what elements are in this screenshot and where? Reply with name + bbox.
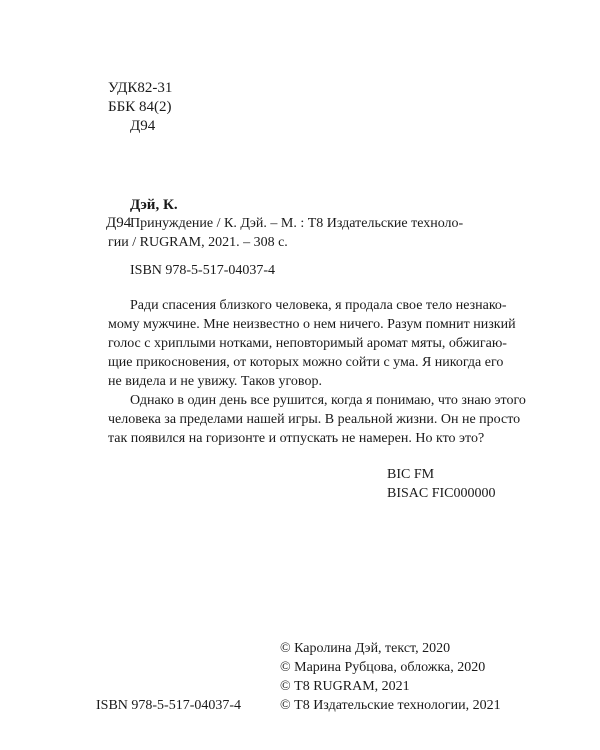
description-line: мому мужчине. Мне неизвестно о нем ничего. Разум помнит низкий bbox=[108, 317, 516, 332]
bib-line-1: Принуждение / К. Дэй. – М. : Т8 Издательские техноло- bbox=[130, 216, 464, 231]
isbn-footer: ISBN 978-5-517-04037-4 bbox=[96, 698, 242, 713]
bic-code: BIC FM bbox=[387, 467, 435, 482]
description-line: голос с хриплыми нотками, неповторимый аромат мяты, обжигаю- bbox=[108, 336, 507, 351]
author-heading: Дэй, К. bbox=[130, 197, 178, 213]
description-line: человека за пределами нашей игры. В реальной жизни. Он не просто bbox=[108, 412, 521, 427]
description-line: Ради спасения близкого человека, я продала свое тело незнако- bbox=[130, 298, 507, 313]
description-line: щие прикосновения, от которых можно сойти с ума. Я никогда его bbox=[108, 355, 504, 370]
author-mark: Д94 bbox=[130, 118, 156, 134]
bisac-code: BISAC FIC000000 bbox=[387, 486, 496, 501]
description-line: так появился на горизонте и отпускать не намерен. Но кто это? bbox=[108, 431, 485, 446]
bbk-code: ББК 84(2) bbox=[108, 99, 172, 115]
copyright-line: © Т8 RUGRAM, 2021 bbox=[280, 679, 410, 694]
description-line: Однако в один день все рушится, когда я понимаю, что знаю этого bbox=[130, 393, 526, 408]
udk-code: УДК82-31 bbox=[108, 80, 173, 96]
description-line: не видела и не увижу. Таков уговор. bbox=[108, 374, 322, 389]
copyright-line: © Каролина Дэй, текст, 2020 bbox=[280, 641, 451, 656]
author-mark-left: Д94 bbox=[106, 215, 132, 231]
copyright-line: © Т8 Издательские технологии, 2021 bbox=[280, 698, 501, 713]
bib-line-2: гии / RUGRAM, 2021. – 308 с. bbox=[108, 235, 288, 250]
isbn-main: ISBN 978-5-517-04037-4 bbox=[130, 263, 276, 278]
copyright-line: © Марина Рубцова, обложка, 2020 bbox=[280, 660, 486, 675]
